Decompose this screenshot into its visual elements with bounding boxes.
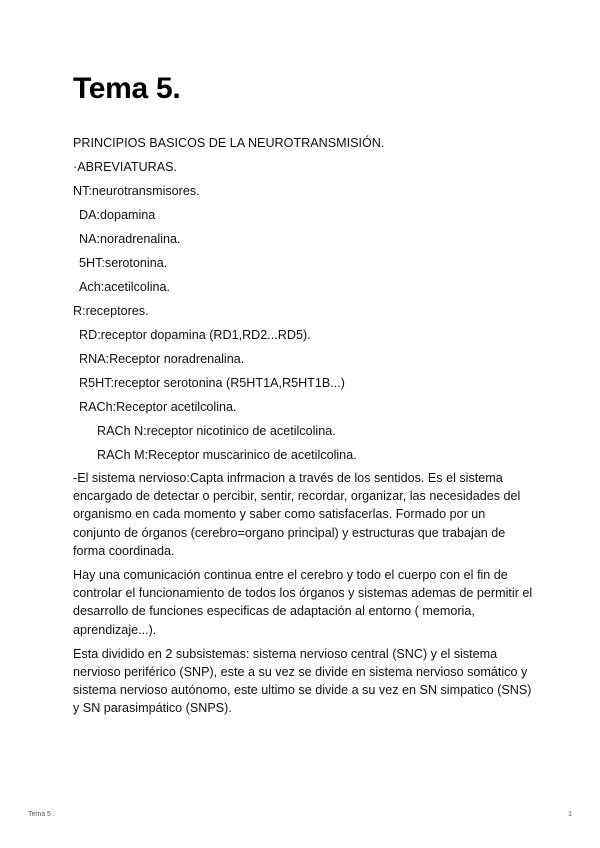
abbreviation-item: Ach:acetilcolina. (79, 280, 171, 294)
abbreviation-item: R5HT:receptor serotonina (R5HT1A,R5HT1B...) (79, 376, 345, 390)
footer-doc-title: Tema 5 . (28, 811, 55, 818)
paragraph-communication: Hay una comunicación continua entre el cerebro y todo el cuerpo con el fin de controlar el funcionamiento de todos los órganos y sistemas ademas de permitir el desarrollo de funciones especificas de adaptación al entorno ( memoria, aprendizaje...). (73, 568, 533, 637)
footer-page-number: 1 (568, 811, 572, 818)
abbreviation-item: RACh M:Receptor muscarinico de acetilcolina. (97, 448, 357, 462)
subheading-abbreviations: ·ABREVIATURAS. (73, 160, 178, 174)
abbreviation-item: RACh N:receptor nicotinico de acetilcolina. (97, 424, 336, 438)
abbreviation-item: R:receptores. (73, 304, 149, 318)
abbreviation-item: 5HT:serotonina. (79, 256, 168, 270)
abbreviation-item: DA:dopamina (79, 208, 156, 222)
document-body (73, 133, 533, 724)
paragraph-subsystems: Esta dividido en 2 subsistemas: sistema nervioso central (SNC) y el sistema nervioso periférico (SNP), este a su vez se divide en sistema nervioso somático y sistema nervioso autónomo, este ultimo se divide a su vez en SN simpatico (SNS) y SN parasimpático (SNPS). (73, 646, 532, 716)
paragraph-nervous-system: -El sistema nervioso:Capta infrmacion a través de los sentidos. Es el sistema encargado de detectar o percibir, sentir, recordar, organizar, las necesidades del organismo en cada momento y saber como satisfacerlas. Formado por un conjunto de órganos (cerebro=organo principal) y estructuras que trabajan de forma coordinada. (73, 471, 521, 558)
abbreviation-item: NT:neurotransmisores. (73, 184, 200, 198)
section-heading: PRINCIPIOS BASICOS DE LA NEUROTRANSMISIÓN. (73, 136, 385, 150)
page-title: Tema 5. (73, 72, 181, 105)
abbreviation-item: NA:noradrenalina. (79, 232, 181, 246)
abbreviation-item: RD:receptor dopamina (RD1,RD2...RD5). (79, 328, 311, 342)
abbreviation-item: RNA:Receptor noradrenalina. (79, 352, 245, 366)
abbreviation-item: RACh:Receptor acetilcolina. (79, 400, 237, 414)
